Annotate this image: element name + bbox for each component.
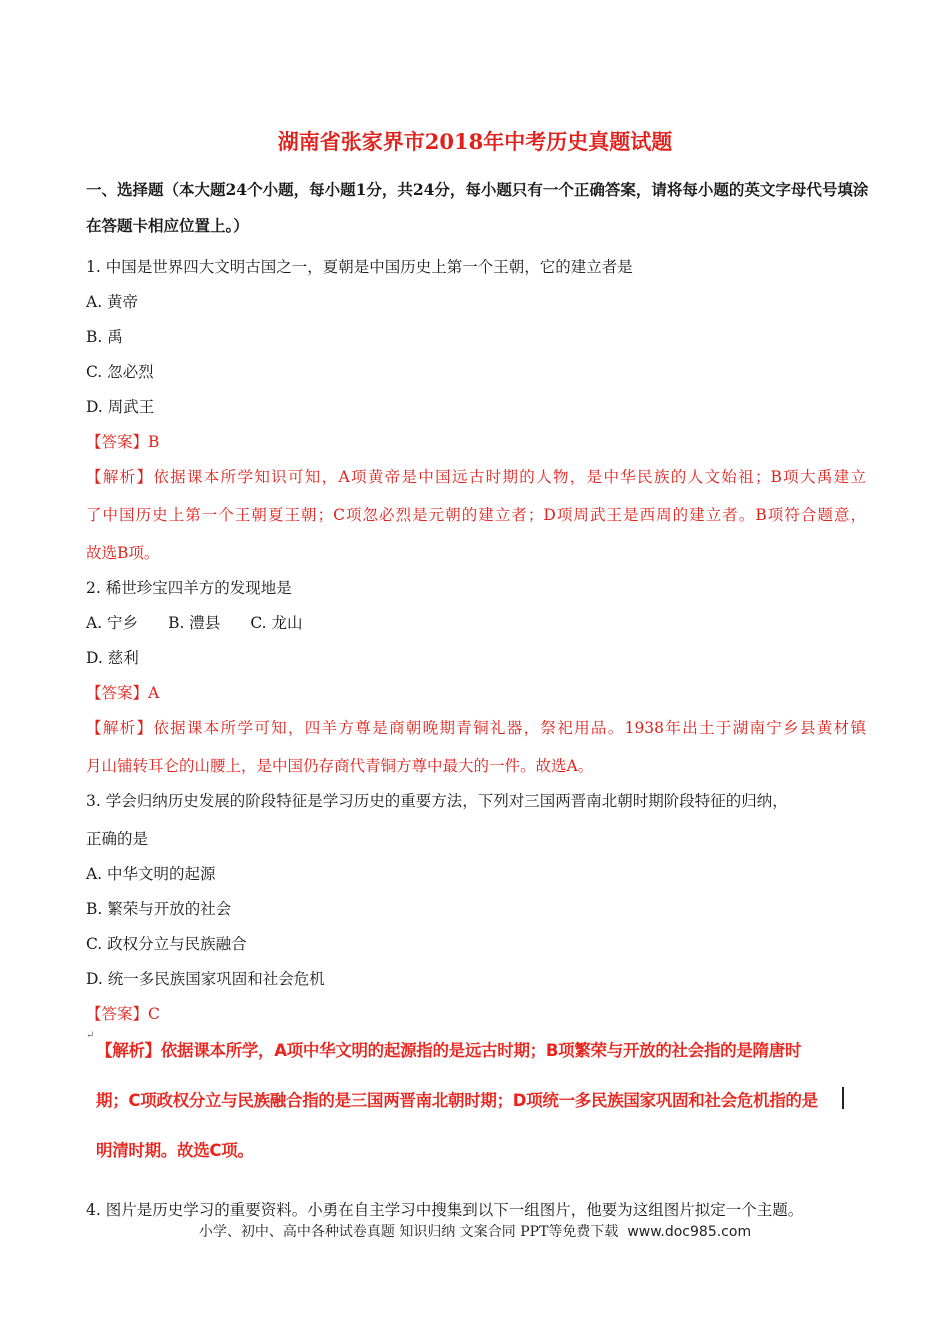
question-2-options-row bbox=[86, 611, 332, 633]
question-2-option-c: C. 龙山 bbox=[250, 614, 303, 632]
footer-url[interactable]: www.doc985.com bbox=[627, 1224, 752, 1240]
document-title: 湖南省张家界市2018年中考历史真题试题 bbox=[277, 129, 673, 154]
question-1-answer: 【答案】B bbox=[86, 433, 160, 451]
text-cursor-icon bbox=[842, 1087, 844, 1109]
question-3-answer: 【答案】C bbox=[86, 1005, 160, 1023]
question-3-stem-line-2: 正确的是 bbox=[86, 830, 149, 848]
question-1-option-c: C. 忽必烈 bbox=[86, 363, 154, 381]
page-footer bbox=[0, 1221, 950, 1241]
question-1-option-b: B. 禹 bbox=[86, 328, 123, 346]
question-3-option-d: D. 统一多民族国家巩固和社会危机 bbox=[86, 970, 325, 988]
question-1-option-a: A. 黄帝 bbox=[86, 293, 139, 311]
section-heading: 一、选择题（本大题24个小题，每小题1分，共24分，每小题只有一个正确答案，请将每小题的英文字母代号填涂在答题卡相应位置上。） bbox=[86, 180, 869, 235]
question-2-option-a: A. 宁乡 bbox=[86, 614, 139, 632]
question-2-analysis-line-1: 【解析】依据课本所学可知，四羊方尊是商朝晚期青铜礼器，祭祀用品。1938年出土于湖南宁乡县黄材镇 bbox=[86, 719, 866, 737]
question-1-analysis-line-3: 故选B项。 bbox=[86, 544, 160, 562]
question-3-analysis-line-2: 期；C项政权分立与民族融合指的是三国两晋南北朝时期；D项统一多民族国家巩固和社会危机指的是 bbox=[96, 1091, 818, 1110]
question-2-option-b: B. 澧县 bbox=[168, 614, 221, 632]
question-2-answer: 【答案】A bbox=[86, 684, 160, 702]
question-3-option-c: C. 政权分立与民族融合 bbox=[86, 935, 247, 953]
question-2-stem: 2. 稀世珍宝四羊方的发现地是 bbox=[86, 579, 292, 597]
question-1-option-d: D. 周武王 bbox=[86, 398, 155, 416]
question-2-analysis-line-2: 月山铺转耳仑的山腰上，是中国仍存商代青铜方尊中最大的一件。故选A。 bbox=[86, 757, 594, 775]
question-1-analysis-line-1: 【解析】依据课本所学知识可知，A项黄帝是中国远古时期的人物，是中华民族的人文始祖；B项大禹建立 bbox=[86, 468, 866, 486]
question-3-analysis-line-3: 明清时期。故选C项。 bbox=[96, 1141, 254, 1160]
question-2-option-d: D. 慈利 bbox=[86, 649, 139, 667]
question-3-option-b: B. 繁荣与开放的社会 bbox=[86, 900, 232, 918]
footer-text: 小学、初中、高中各种试卷真题 知识归纳 文案合同 PPT等免费下载 bbox=[198, 1224, 619, 1240]
question-1-analysis-line-2: 了中国历史上第一个王朝夏王朝；C项忽必烈是元朝的建立者；D项周武王是西周的建立者。B项符合题意， bbox=[86, 506, 866, 524]
paragraph-mark-icon: ↵ bbox=[86, 1030, 95, 1041]
question-3-stem-line-1: 3. 学会归纳历史发展的阶段特征是学习历史的重要方法，下列对三国两晋南北朝时期阶段特征的归纳， bbox=[86, 792, 788, 810]
question-3-option-a: A. 中华文明的起源 bbox=[86, 865, 216, 883]
question-1-stem: 1. 中国是世界四大文明古国之一，夏朝是中国历史上第一个王朝，它的建立者是 bbox=[86, 258, 633, 276]
question-4-stem: 4. 图片是历史学习的重要资料。小勇在自主学习中搜集到以下一组图片，他要为这组图片拟定一个主题。 bbox=[86, 1201, 804, 1219]
question-3-analysis-line-1: 【解析】依据课本所学，A项中华文明的起源指的是远古时期；B项繁荣与开放的社会指的是隋唐时 bbox=[96, 1041, 802, 1060]
